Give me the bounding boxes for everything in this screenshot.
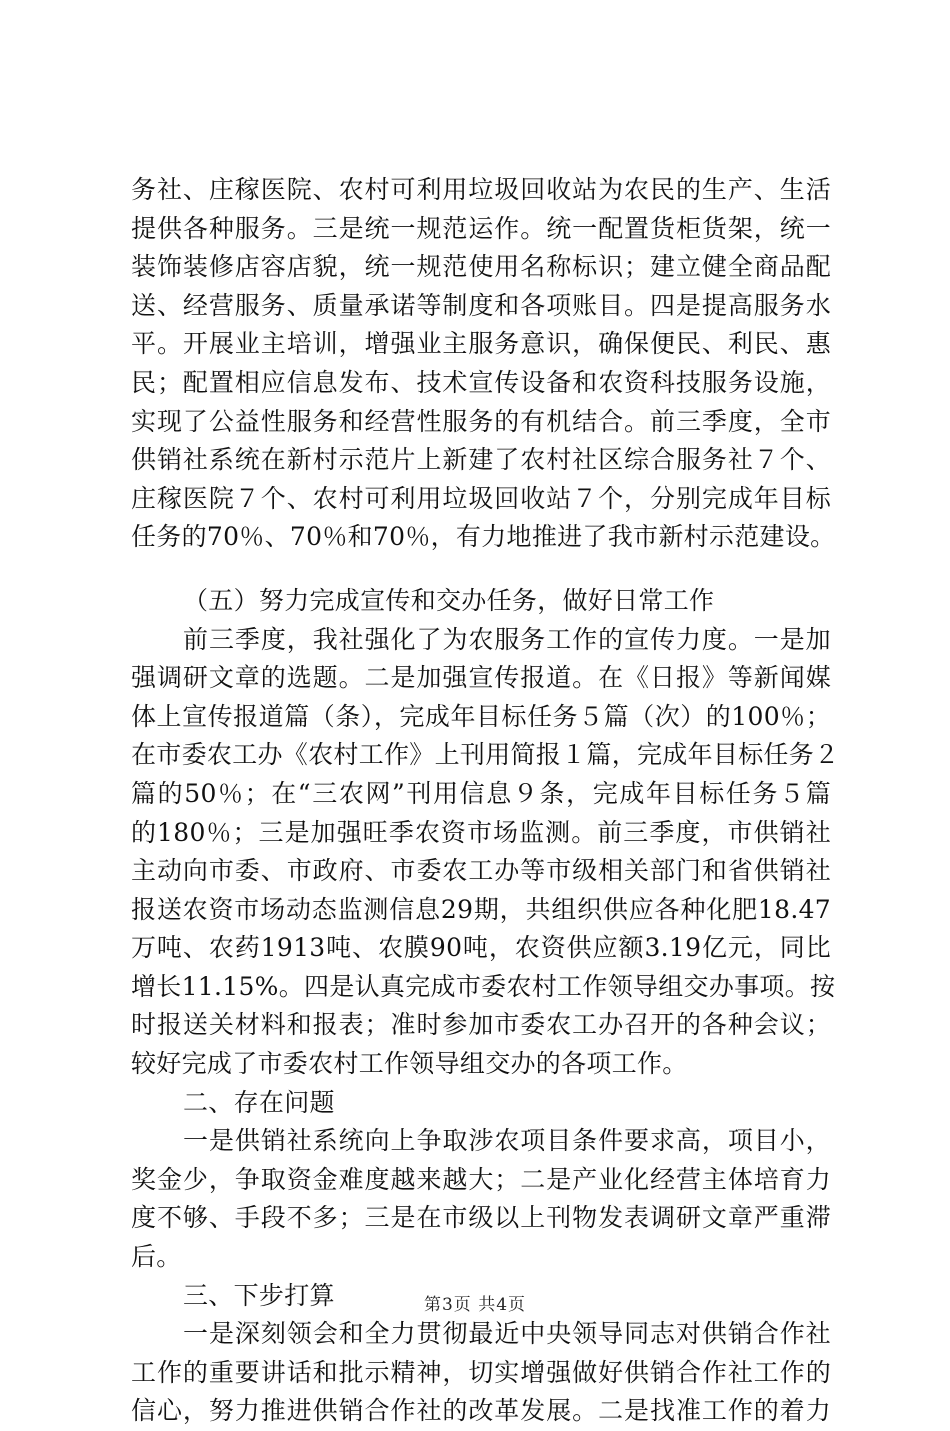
body-line: 供销社系统在新村示范片上新建了农村社区综合服务社７个、 bbox=[131, 445, 831, 475]
body-line: 报送农资市场动态监测信息29期，共组织供应各种化肥18.47 bbox=[131, 894, 831, 924]
body-line: 主动向市委、市政府、市委农工办等市级相关部门和省供销社 bbox=[131, 856, 831, 886]
body-line: 装饰装修店容店貌，统一规范使用名称标识；建立健全商品配 bbox=[131, 252, 831, 282]
body-line: 较好完成了市委农村工作领导组交办的各项工作。 bbox=[131, 1049, 688, 1079]
section-heading: 二、存在问题 bbox=[183, 1087, 335, 1117]
body-line: 时报送关材料和报表；准时参加市委农工办召开的各种会议； bbox=[131, 1010, 831, 1040]
body-line: 的180％；三是加强旺季农资市场监测。前三季度，市供销社 bbox=[131, 817, 831, 847]
body-line: 度不够、手段不多；三是在市级以上刊物发表调研文章严重滞 bbox=[131, 1203, 831, 1233]
body-line: 前三季度，我社强化了为农服务工作的宣传力度。一是加 bbox=[183, 624, 831, 654]
body-line: 务社、庄稼医院、农村可利用垃圾回收站为农民的生产、生活 bbox=[131, 175, 831, 204]
body-line: 民；配置相应信息发布、技术宣传设备和农资科技服务设施， bbox=[131, 367, 831, 397]
body-line: 后。 bbox=[131, 1242, 182, 1272]
body-line: 一是深刻领会和全力贯彻最近中央领导同志对供销合作社 bbox=[183, 1319, 831, 1349]
body-line: 工作的重要讲话和批示精神，切实增强做好供销合作社工作的 bbox=[131, 1357, 831, 1387]
document-body bbox=[131, 171, 840, 1431]
body-line: 增长11.15%。四是认真完成市委农村工作领导组交办事项。按 bbox=[131, 971, 836, 1001]
body-line: 送、经营服务、质量承诺等制度和各项账目。四是提高服务水 bbox=[131, 290, 831, 320]
body-line: 奖金少，争取资金难度越来越大；二是产业化经营主体培育力 bbox=[131, 1164, 831, 1194]
body-line: 篇的50％；在“三农网”刊用信息９条，完成年目标任务５篇 bbox=[131, 778, 831, 808]
body-line: 在市委农工办《农村工作》上刊用简报１篇，完成年目标任务２ bbox=[131, 740, 840, 770]
paragraph-gap bbox=[131, 557, 831, 582]
body-line: 一是供销社系统向上争取涉农项目条件要求高，项目小， bbox=[183, 1126, 831, 1156]
body-line: 任务的70％、70％和70％，有力地推进了我市新村示范建设。 bbox=[131, 522, 836, 552]
body-line: 实现了公益性服务和经营性服务的有机结合。前三季度，全市 bbox=[131, 406, 831, 436]
page-number-footer: 第3页 共4页 bbox=[423, 1295, 527, 1315]
body-line: 提供各种服务。三是统一规范运作。统一配置货柜货架，统一 bbox=[131, 213, 831, 243]
body-line: 信心，努力推进供销合作社的改革发展。二是找准工作的着力 bbox=[131, 1396, 831, 1426]
body-line: 庄稼医院７个、农村可利用垃圾回收站７个，分别完成年目标 bbox=[131, 483, 831, 513]
section-heading: 三、下步打算 bbox=[183, 1280, 335, 1310]
body-line: 体上宣传报道篇（条），完成年目标任务５篇（次）的100％； bbox=[131, 701, 831, 731]
body-line: 强调研文章的选题。二是加强宣传报道。在《日报》等新闻媒 bbox=[131, 663, 831, 693]
body-line: 平。开展业主培训，增强业主服务意识，确保便民、利民、惠 bbox=[131, 329, 831, 359]
body-line: 万吨、农药1913吨、农膜90吨，农资供应额3.19亿元，同比 bbox=[131, 933, 831, 963]
section-heading: （五）努力完成宣传和交办任务，做好日常工作 bbox=[183, 585, 715, 615]
